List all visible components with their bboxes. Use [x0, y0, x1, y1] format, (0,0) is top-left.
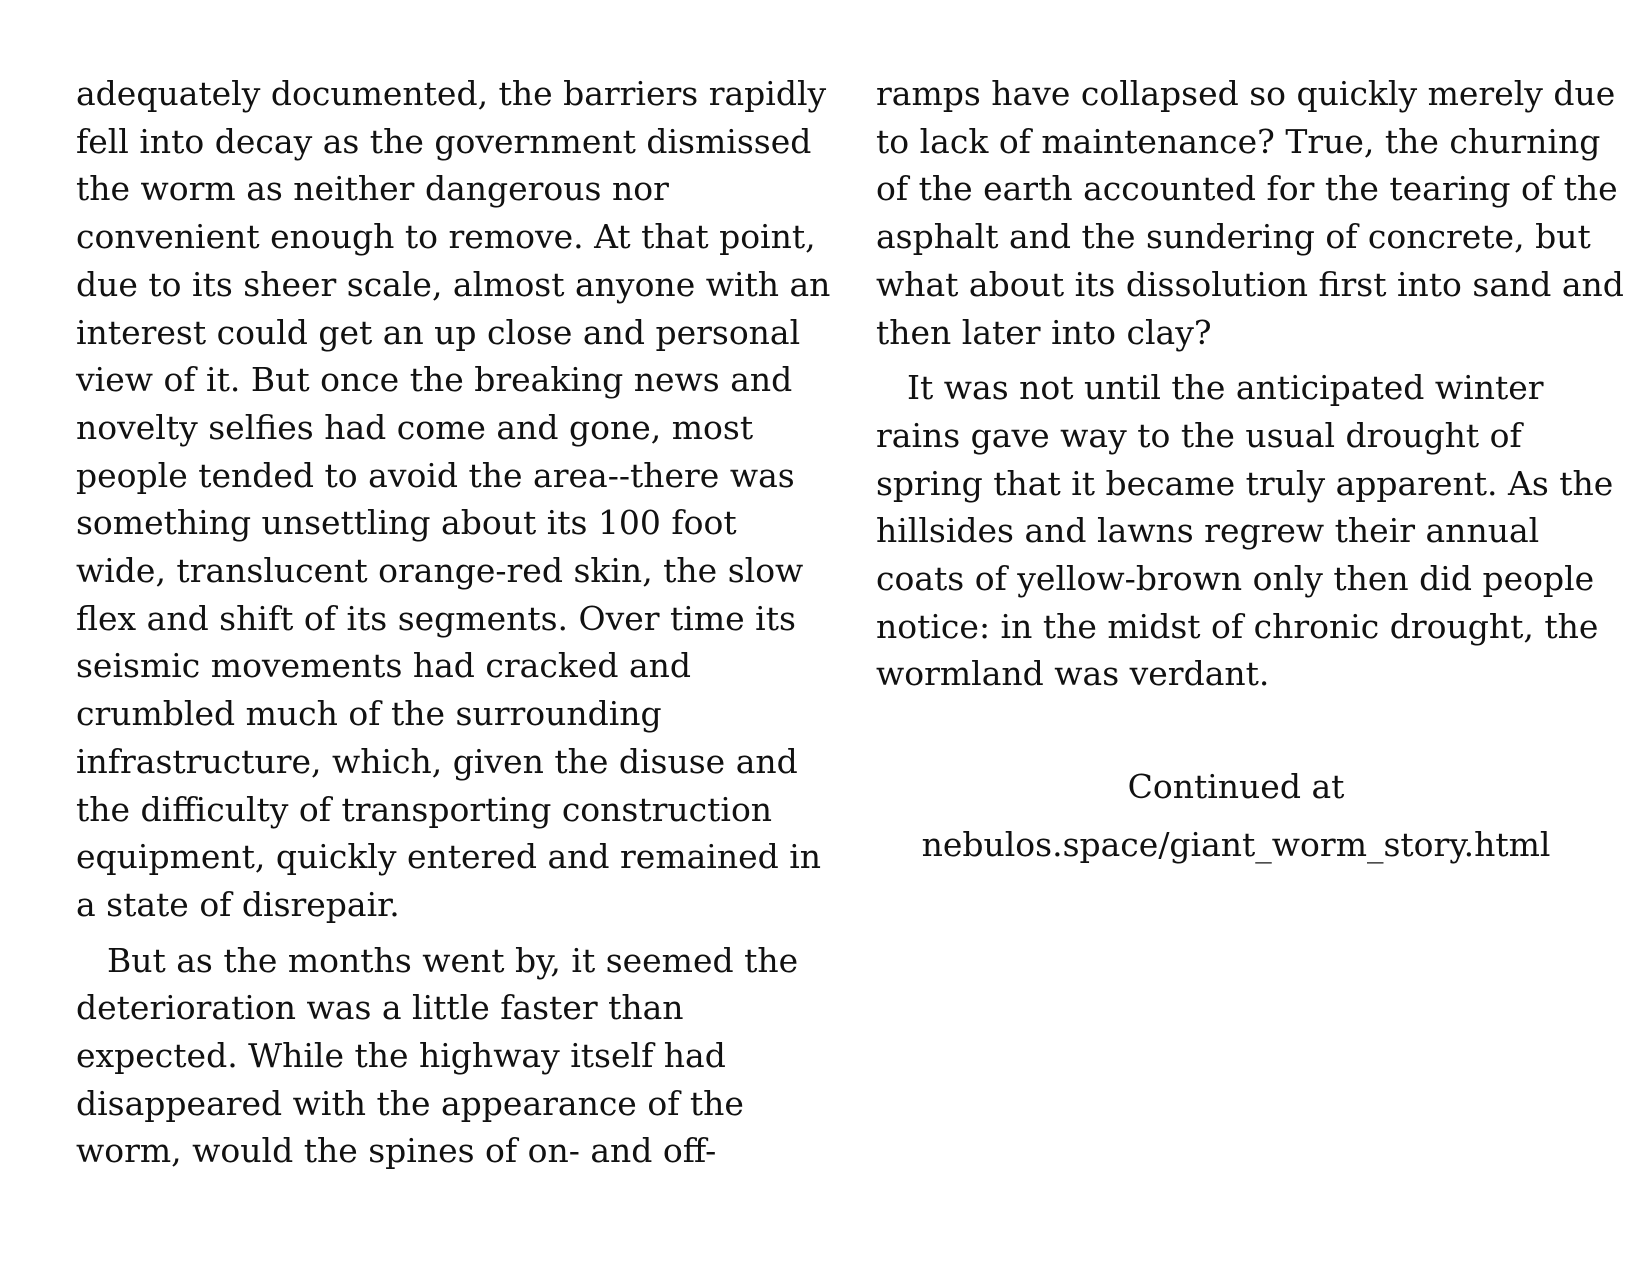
- text-line: interest could get an up close and personal: [76, 312, 801, 352]
- text-line: view of it. But once the breaking news and: [76, 360, 793, 400]
- text-line: But as the months went by, it seemed the: [107, 940, 799, 980]
- text-line: worm, would the spines of on- and off-: [76, 1131, 717, 1171]
- text-line: something unsettling about its 100 foot: [76, 503, 737, 543]
- text-line: It was not until the anticipated winter: [907, 368, 1544, 408]
- paragraph: [876, 70, 1624, 356]
- text-line: infrastructure, which, given the disuse and: [76, 741, 798, 781]
- continued-label: Continued at: [1127, 767, 1345, 806]
- text-line: ramps have collapsed so quickly merely due: [876, 74, 1616, 113]
- text-line: the worm as neither dangerous nor: [76, 169, 669, 209]
- continued-notice: [876, 758, 1596, 874]
- text-line: spring that it became truly apparent. As the: [876, 463, 1614, 503]
- text-line: flex and shift of its segments. Over time its: [76, 598, 796, 638]
- text-line: coats of yellow-brown only then did people: [876, 559, 1595, 599]
- text-line: crumbled much of the surrounding: [76, 694, 662, 734]
- text-line: rains gave way to the usual drought of: [876, 415, 1522, 455]
- left-column: [76, 70, 831, 1175]
- text-line: equipment, quickly entered and remained in: [76, 837, 822, 877]
- text-line: asphalt and the sundering of concrete, but: [876, 217, 1591, 257]
- text-line: hillsides and lawns regrew their annual: [876, 511, 1540, 551]
- paragraph: [76, 937, 799, 1176]
- paragraph: [876, 364, 1614, 698]
- text-line: novelty selfies had come and gone, most: [76, 407, 754, 447]
- text-line: what about its dissolution first into sand and: [876, 264, 1624, 304]
- text-line: deterioration was a little faster than: [76, 988, 684, 1028]
- text-line: due to its sheer scale, almost anyone with an: [76, 264, 831, 304]
- text-line: convenient enough to remove. At that point,: [76, 217, 816, 257]
- paragraph: [76, 70, 831, 929]
- text-line: to lack of maintenance? True, the churning: [876, 121, 1601, 161]
- text-line: disappeared with the appearance of the: [76, 1083, 744, 1123]
- text-line: people tended to avoid the area--there was: [76, 455, 795, 495]
- continued-link[interactable]: nebulos.space/giant_worm_story.html: [921, 825, 1551, 864]
- text-line: fell into decay as the government dismissed: [76, 121, 812, 161]
- text-line: a state of disrepair.: [76, 884, 400, 924]
- right-column: [876, 70, 1624, 698]
- text-line: of the earth accounted for the tearing of the: [876, 169, 1618, 209]
- text-line: seismic movements had cracked and: [76, 646, 692, 686]
- text-line: then later into clay?: [876, 312, 1212, 352]
- text-line: the difficulty of transporting construction: [76, 789, 773, 829]
- text-line: wide, translucent orange-red skin, the slow: [76, 551, 804, 591]
- text-line: adequately documented, the barriers rapidly: [76, 74, 827, 113]
- text-line: notice: in the midst of chronic drought, the: [876, 606, 1599, 646]
- text-line: wormland was verdant.: [876, 654, 1270, 694]
- text-line: expected. While the highway itself had: [76, 1036, 726, 1076]
